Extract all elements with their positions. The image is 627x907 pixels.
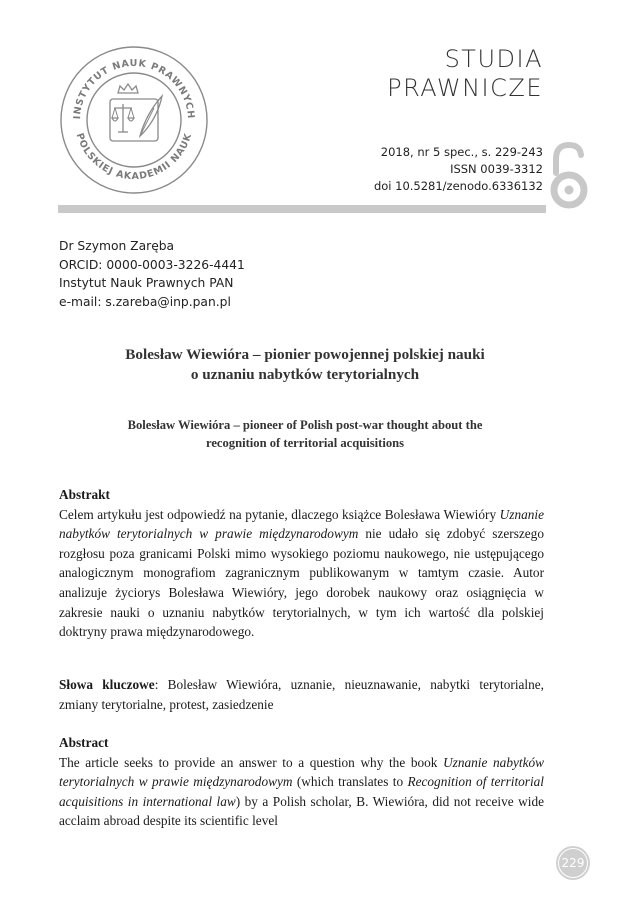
author-block <box>59 237 245 311</box>
abstract-book-title: Uznanie nabytków terytorialnych w prawie międzynarodowym <box>59 754 544 790</box>
abstrakt-text-1: Celem artykułu jest odpowiedź na pytanie, dlaczego książce Bolesława Wiewióry <box>59 506 500 522</box>
title-pl-line2: o uznaniu nabytków terytorialnych <box>190 366 420 383</box>
author-name: Dr Szymon Zaręba <box>59 239 175 253</box>
logo-bottom-text: POLSKIEJ AKADEMII NAUK <box>73 131 195 183</box>
author-orcid[interactable]: ORCID: 0000-0003-3226-4441 <box>59 257 245 272</box>
author-email[interactable]: e-mail: s.zareba@inp.pan.pl <box>59 294 231 309</box>
keywords-body <box>59 675 544 714</box>
keywords-label: Słowa kluczowe <box>59 677 155 692</box>
article-title-en <box>66 416 544 452</box>
article-title-pl <box>70 345 540 385</box>
open-access-icon <box>550 133 588 213</box>
journal-title-line1: STUDIA <box>444 45 543 73</box>
title-en-line1: Bolesław Wiewióra – pioneer of Polish post-war thought about the <box>127 418 483 432</box>
abstract-text-3: ) by a Polish scholar, B. Wiewióra, did not receive wide acclaim abroad despite its scientific level <box>59 793 544 829</box>
keywords-section <box>59 675 544 714</box>
author-affiliation: Instytut Nauk Prawnych PAN <box>59 276 234 290</box>
journal-title-line2: PRAWNICZE <box>387 74 543 102</box>
journal-title <box>387 45 543 103</box>
logo-top-text: INSTYTUT NAUK PRAWNYCH <box>71 57 197 120</box>
abstract-body <box>59 753 544 831</box>
abstract-heading: Abstract <box>59 735 109 750</box>
header-divider <box>58 205 546 213</box>
title-pl-line1: Bolesław Wiewióra – pionier powojennej polskiej nauki <box>125 346 485 363</box>
page-number-badge <box>556 846 590 880</box>
keywords-text: : Bolesław Wiewióra, uznanie, nieuznawanie, nabytki terytorialne, zmiany terytorialne, protest, zasiedzenie <box>59 677 544 712</box>
issue-info: 2018, nr 5 spec., s. 229-243 <box>380 145 543 159</box>
institute-logo <box>58 44 210 196</box>
abstract-text-1: The article seeks to provide an answer to a question why the book <box>59 754 444 770</box>
abstrakt-body <box>59 505 544 642</box>
abstract-translated-title: Recognition of territorial acquisitions in international law <box>59 774 545 809</box>
abstract-section <box>59 733 544 831</box>
title-en-line2: recognition of territorial acquisitions <box>205 436 405 450</box>
abstrakt-heading: Abstrakt <box>59 487 110 502</box>
issn: ISSN 0039-3312 <box>450 162 543 176</box>
page-number: 229 <box>558 848 588 878</box>
abstrakt-text-2: nie udało się zdobyć szerszego rozgłosu poza granicami Polski mimo wysokiego poziomu naukowego, nie ustępującego analogicznym monografiom zagranicznym publikowanym w tamtym czasie. Autor analizuje życiorys Bolesława Wiewióry, jego dorobek naukowy oraz osiągnięcia w zakresie nauki o uznaniu nabytków terytorialnych, w tym ich wartość dla polskiej doktryny prawa międzynarodowego. <box>59 526 544 640</box>
abstrakt-book-title: Uznanie nabytków terytorialnych w prawie międzynarodowym <box>59 506 544 542</box>
doi[interactable]: doi 10.5281/zenodo.6336132 <box>373 179 543 193</box>
abstract-text-2: (which translates to <box>292 774 408 790</box>
abstrakt-section <box>59 485 544 642</box>
publication-meta <box>374 144 543 195</box>
scales-quill-crown-emblem-icon <box>58 44 210 196</box>
